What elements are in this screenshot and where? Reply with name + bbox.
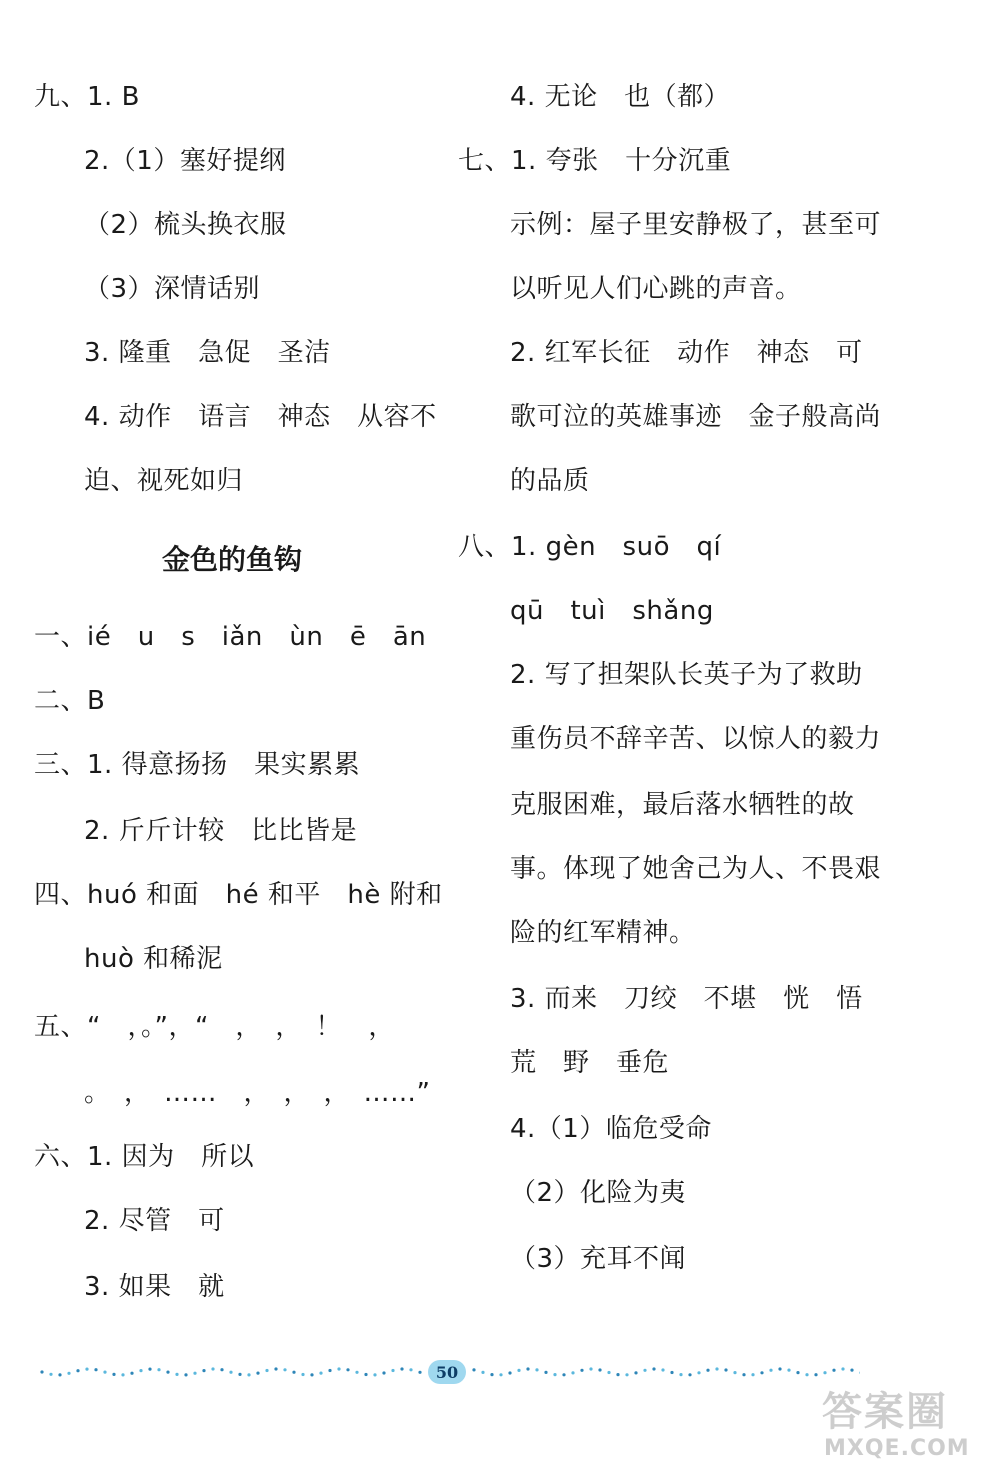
footer-dot [499,1373,502,1376]
page-number: 50 [428,1360,466,1384]
answer-line: 迫、视死如归 [84,466,244,496]
answer-line: 五、“ ，。”，“ ， ， ！ ， [34,1012,395,1042]
footer-dot [355,1371,358,1374]
footer-dot [103,1371,106,1374]
answer-line: huò 和稀泥 [84,944,223,974]
footer-dot [373,1373,376,1376]
answer-line: 三、1. 得意扬扬 果实累累 [34,750,361,780]
footer-dot [580,1369,583,1372]
footer-dot [400,1367,403,1370]
answer-line: 2. 写了担架队长英子为了救助 [510,660,863,690]
answer-line: 4. 动作 语言 神态 从容不 [84,402,437,432]
answer-line: 事。体现了她舍己为人、不畏艰 [510,854,882,884]
footer-dot [841,1367,844,1370]
footer-dot [553,1373,556,1376]
footer-dot [625,1373,628,1376]
answer-line: 3. 而来 刀绞 不堪 恍 悟 [510,984,863,1014]
footer-dot [247,1373,250,1376]
footer-dot [40,1370,43,1373]
footer-dot [823,1371,826,1374]
answer-line: 二、B [34,686,106,716]
footer-dot [706,1369,709,1372]
footer-dot [850,1369,853,1372]
answer-line: 克服困难，最后落水牺牲的故 [510,790,855,820]
footer-dot [409,1368,412,1371]
footer-dot [796,1371,799,1374]
footer-dot [94,1368,97,1371]
footer-dot [715,1367,718,1370]
answer-line: 。 ， …… ， ， ， ……” [84,1078,431,1108]
answer-line: 2. 红军长征 动作 神态 可 [510,338,863,368]
answer-line: 重伤员不辞辛苦、以惊人的毅力 [510,724,882,754]
footer-dot [265,1369,268,1372]
footer-dot [544,1371,547,1374]
answer-line: 四、huó 和面 hé 和平 hè 附和 [34,880,443,910]
watermark-bottom-text: MXQE.COM [824,1436,970,1461]
answer-line: 的品质 [510,466,590,496]
footer-dot [472,1368,475,1371]
footer-dot [301,1373,304,1376]
answer-line: 示例：屋子里安静极了，甚至可 [510,210,882,240]
footer-dot [778,1367,781,1370]
footer-dot [328,1369,331,1372]
footer-dot [121,1373,124,1376]
footer-dot [391,1369,394,1372]
footer-dot [724,1368,727,1371]
answer-line: 4. 无论 也（都） [510,82,731,112]
footer-dot [598,1368,601,1371]
footer-dot [139,1369,142,1372]
footer-dot [364,1373,367,1376]
answer-line: 七、1. 夸张 十分沉重 [458,146,732,176]
answer-line: 九、1. B [34,82,140,112]
footer-dot [490,1373,493,1376]
footer-dot [517,1369,520,1372]
footer-dot [733,1371,736,1374]
answer-line: 4.（1）临危受命 [510,1114,712,1144]
answer-line: 2. 斤斤计较 比比皆是 [84,816,358,846]
answer-line: 3. 如果 就 [84,1272,225,1302]
footer-dot [616,1373,619,1376]
footer-dot [148,1368,151,1371]
footer-dot [526,1367,529,1370]
footer-dot [238,1373,241,1376]
footer-dot [184,1373,187,1376]
watermark-logo [818,1390,990,1466]
watermark-top-text: 答案圈 [822,1389,948,1435]
answer-line: （3）深情话别 [84,274,261,304]
footer-dot [211,1367,214,1370]
footer-dot [679,1373,682,1376]
footer-dot [130,1372,133,1375]
footer-dot [661,1368,664,1371]
answer-line: （3）充耳不闻 [510,1244,687,1274]
footer-dot [220,1368,223,1371]
footer-dot [202,1369,205,1372]
footer-dot [742,1373,745,1376]
footer-dot [85,1368,88,1371]
answer-line: 六、1. 因为 所以 [34,1142,255,1172]
footer-dot [643,1369,646,1372]
answer-line: 险的红军精神。 [510,918,696,948]
footer-dot [652,1367,655,1370]
footer-dot [166,1371,169,1374]
footer-dot [337,1367,340,1370]
answer-line: qū tuì shǎng [510,596,714,626]
answer-line: 歌可泣的英雄事迹 金子般高尚 [510,402,882,432]
footer-dot [346,1368,349,1371]
footer-dot [58,1373,61,1376]
footer-dot [319,1372,322,1375]
answer-line: 一、ié u s iǎn ùn ē ān [34,622,427,652]
footer-dot [508,1371,511,1374]
footer-dot [418,1371,421,1374]
footer-dot [67,1372,70,1375]
footer-dot [76,1369,79,1372]
footer-dot [274,1367,277,1370]
footer-dot [283,1368,286,1371]
footer-dot [787,1369,790,1372]
answer-line: （2）化险为夷 [510,1178,687,1208]
footer-dot [670,1371,673,1374]
footer-dot [229,1371,232,1374]
footer-dot [769,1369,772,1372]
footer-dot [562,1373,565,1376]
footer-dot [697,1371,700,1374]
footer-dot [256,1372,259,1375]
answer-line: 2. 尽管 可 [84,1206,225,1236]
footer-dot [814,1373,817,1376]
footer-dot [310,1373,313,1376]
footer-dot [760,1371,763,1374]
footer-dot [175,1373,178,1376]
footer-dot [292,1371,295,1374]
footer-dot [112,1373,115,1376]
footer-dot [571,1371,574,1374]
footer-dot [751,1373,754,1376]
footer-dot [49,1373,52,1376]
footer-dot [193,1372,196,1375]
footer-dot [589,1367,592,1370]
answer-line: 以听见人们心跳的声音。 [510,274,802,304]
answer-line: 3. 隆重 急促 圣洁 [84,338,331,368]
footer-dot [805,1373,808,1376]
footer-dot [859,1371,860,1374]
footer-dot [832,1369,835,1372]
footer-dot [481,1371,484,1374]
answer-line: 2.（1）塞好提纲 [84,146,286,176]
footer-dot [535,1368,538,1371]
section-title: 金色的鱼钩 [162,543,303,576]
answer-line: 荒 野 垂危 [510,1048,670,1078]
answer-line: 八、1. gèn suō qí [458,532,722,562]
footer-dot [382,1371,385,1374]
answer-line: （2）梳头换衣服 [84,210,287,240]
footer-dot [688,1373,691,1376]
footer-dot [634,1371,637,1374]
footer-dot [157,1368,160,1371]
footer-dot [607,1371,610,1374]
